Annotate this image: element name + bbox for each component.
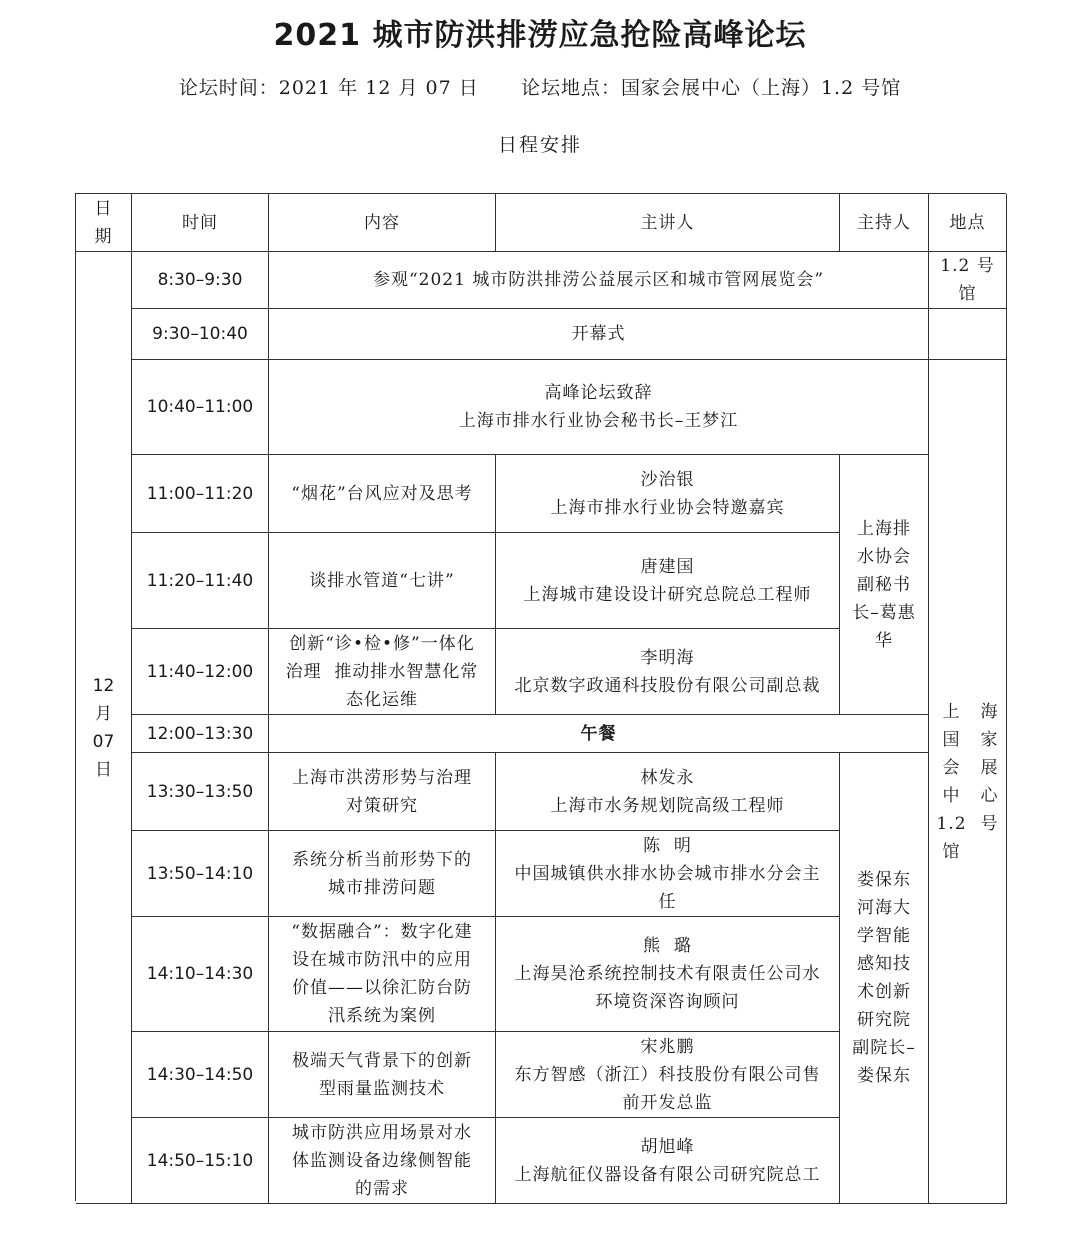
speaker-title: 上海市排水行业协会特邀嘉宾 <box>550 497 785 518</box>
speaker-cell <box>496 1118 840 1204</box>
time-cell: 10:40–11:00 <box>132 360 269 455</box>
speaker-name: 沙治银 <box>640 469 695 490</box>
venue-char: 馆 <box>942 841 961 862</box>
topic-line: 城市排涝问题 <box>328 877 436 898</box>
venue-char: 海 <box>980 701 999 722</box>
header-date <box>76 194 132 252</box>
header-venue: 地点 <box>929 194 1007 252</box>
session-topic <box>269 917 496 1032</box>
speaker-cell <box>496 629 840 715</box>
forum-meta: 论坛时间：2021 年 12 月 07 日 论坛地点：国家会展中心（上海）1.2 号馆 <box>178 77 902 99</box>
topic-line: 价值——以徐汇防台防 <box>292 978 472 998</box>
topic-line: 上海市洪涝形势与治理 <box>292 767 472 788</box>
topic-line: 设在城市防汛中的应用 <box>292 950 472 970</box>
speaker-title: 上海昊沧系统控制技术有限责任公司水 <box>514 964 821 984</box>
speaker-title: 环境资深咨询顾问 <box>595 992 740 1012</box>
session-topic <box>269 831 496 917</box>
host-cell <box>840 455 929 715</box>
time-cell: 9:30–10:40 <box>132 309 269 360</box>
content-line: 高峰论坛致辞 <box>544 383 653 403</box>
lunch-label: 午餐 <box>269 715 929 753</box>
session-topic <box>269 1118 496 1204</box>
schedule-table <box>75 193 1006 1201</box>
speaker-name: 唐建国 <box>640 556 695 577</box>
time-cell: 11:20–11:40 <box>132 533 269 629</box>
time-cell: 12:00–13:30 <box>132 715 269 753</box>
venue-line: 1.2 号 <box>940 256 995 276</box>
speaker-cell <box>496 1032 840 1118</box>
session-content: 参观“2021 城市防洪排涝公益展示区和城市管网展览会” <box>269 252 929 309</box>
venue-char: 心 <box>980 785 999 806</box>
time-cell: 13:50–14:10 <box>132 831 269 917</box>
session-topic <box>269 455 496 533</box>
venue-cell-empty <box>929 309 1007 360</box>
date-cell <box>76 252 132 1204</box>
header-date-line: 期 <box>94 226 113 247</box>
host-line: 娄保东 <box>857 870 911 890</box>
topic-line: 对策研究 <box>346 795 418 816</box>
host-line: 长–葛惠 <box>852 602 916 623</box>
header-time: 时间 <box>132 194 269 252</box>
speaker-title: 任 <box>658 891 677 912</box>
host-line: 河海大 <box>857 898 911 918</box>
time-cell: 14:50–15:10 <box>132 1118 269 1204</box>
speaker-name: 胡旭峰 <box>640 1136 695 1157</box>
speaker-cell <box>496 533 840 629</box>
page-title: 2021 城市防洪排涝应急抢险高峰论坛 <box>273 18 807 53</box>
speaker-cell <box>496 917 840 1032</box>
host-line: 术创新 <box>857 982 911 1002</box>
session-topic <box>269 753 496 831</box>
header-content: 内容 <box>269 194 496 252</box>
speaker-title: 上海市水务规划院高级工程师 <box>550 795 785 816</box>
topic-line: 态化运维 <box>346 689 418 710</box>
speaker-title: 前开发总监 <box>622 1092 713 1113</box>
host-line: 感知技 <box>857 954 911 974</box>
topic-line: “烟花”台风应对及思考 <box>291 483 473 504</box>
topic-line: 型雨量监测技术 <box>319 1078 445 1099</box>
topic-line: 极端天气背景下的创新 <box>292 1050 472 1071</box>
topic-line: 系统分析当前形势下的 <box>292 849 472 870</box>
header-host: 主持人 <box>840 194 929 252</box>
host-line: 副秘书 <box>857 574 911 595</box>
speaker-title: 上海城市建设设计研究总院总工程师 <box>523 584 812 605</box>
venue-char: 家 <box>980 729 999 750</box>
speaker-cell <box>496 455 840 533</box>
topic-line: 治理 推动排水智慧化常 <box>285 661 479 682</box>
host-cell <box>840 753 929 1204</box>
venue-char: 展 <box>980 757 999 778</box>
time-cell: 14:10–14:30 <box>132 917 269 1032</box>
session-topic <box>269 1032 496 1118</box>
date-part: 07 <box>92 731 115 752</box>
speaker-cell <box>496 753 840 831</box>
topic-line: 城市防洪应用场景对水 <box>292 1122 472 1143</box>
topic-line: 创新“诊•检•修”一体化 <box>289 633 475 654</box>
session-content <box>269 360 929 455</box>
topic-line: “数据融合”：数字化建 <box>291 922 473 942</box>
date-part: 日 <box>95 759 112 780</box>
session-content: 开幕式 <box>269 309 929 360</box>
speaker-name: 林发永 <box>640 767 695 788</box>
venue-cell <box>929 360 1007 1204</box>
schedule-subtitle: 日程安排 <box>497 134 582 156</box>
speaker-title: 东方智感（浙江）科技股份有限公司售 <box>514 1064 821 1085</box>
venue-line: 馆 <box>958 284 977 304</box>
speaker-cell <box>496 831 840 917</box>
time-cell: 14:30–14:50 <box>132 1032 269 1118</box>
venue-char: 会 <box>942 757 961 778</box>
venue-char: 中 <box>942 785 961 806</box>
session-topic <box>269 629 496 715</box>
time-cell: 11:00–11:20 <box>132 455 269 533</box>
header-date-line: 日 <box>94 198 113 219</box>
host-line: 华 <box>875 630 893 651</box>
host-line: 上海排 <box>857 518 911 539</box>
host-line: 学智能 <box>857 926 911 946</box>
speaker-name: 李明海 <box>640 647 695 668</box>
time-cell: 11:40–12:00 <box>132 629 269 715</box>
venue-text <box>936 698 998 866</box>
venue-char: 号 <box>980 813 999 834</box>
speaker-title: 北京数字政通科技股份有限公司副总裁 <box>514 675 821 696</box>
host-line: 娄保东 <box>857 1066 911 1086</box>
speaker-title: 上海航征仪器设备有限公司研究院总工 <box>514 1164 821 1185</box>
content-line: 上海市排水行业协会秘书长–王梦江 <box>458 411 739 431</box>
date-part: 12 <box>92 675 115 696</box>
speaker-name: 宋兆鹏 <box>640 1036 695 1057</box>
venue-char: 1.2 <box>936 813 967 834</box>
topic-line: 汛系统为案例 <box>328 1006 436 1026</box>
venue-char: 国 <box>942 729 961 750</box>
header-speaker: 主讲人 <box>496 194 840 252</box>
time-cell: 13:30–13:50 <box>132 753 269 831</box>
session-topic <box>269 533 496 629</box>
host-line: 副院长– <box>852 1038 916 1058</box>
topic-line: 体监测设备边缘侧智能 <box>292 1150 472 1171</box>
speaker-name: 熊 璐 <box>643 936 692 956</box>
venue-col-left <box>936 698 966 866</box>
venue-char: 上 <box>942 701 961 722</box>
speaker-name: 陈 明 <box>643 835 692 856</box>
host-line: 水协会 <box>857 546 911 567</box>
speaker-title: 中国城镇供水排水协会城市排水分会主 <box>514 863 821 884</box>
date-part: 月 <box>95 703 112 724</box>
topic-line: 谈排水管道“七讲” <box>309 570 455 591</box>
venue-cell <box>929 252 1007 309</box>
time-cell: 8:30–9:30 <box>132 252 269 309</box>
venue-col-right <box>981 698 999 838</box>
topic-line: 的需求 <box>355 1178 409 1199</box>
host-line: 研究院 <box>857 1010 911 1030</box>
